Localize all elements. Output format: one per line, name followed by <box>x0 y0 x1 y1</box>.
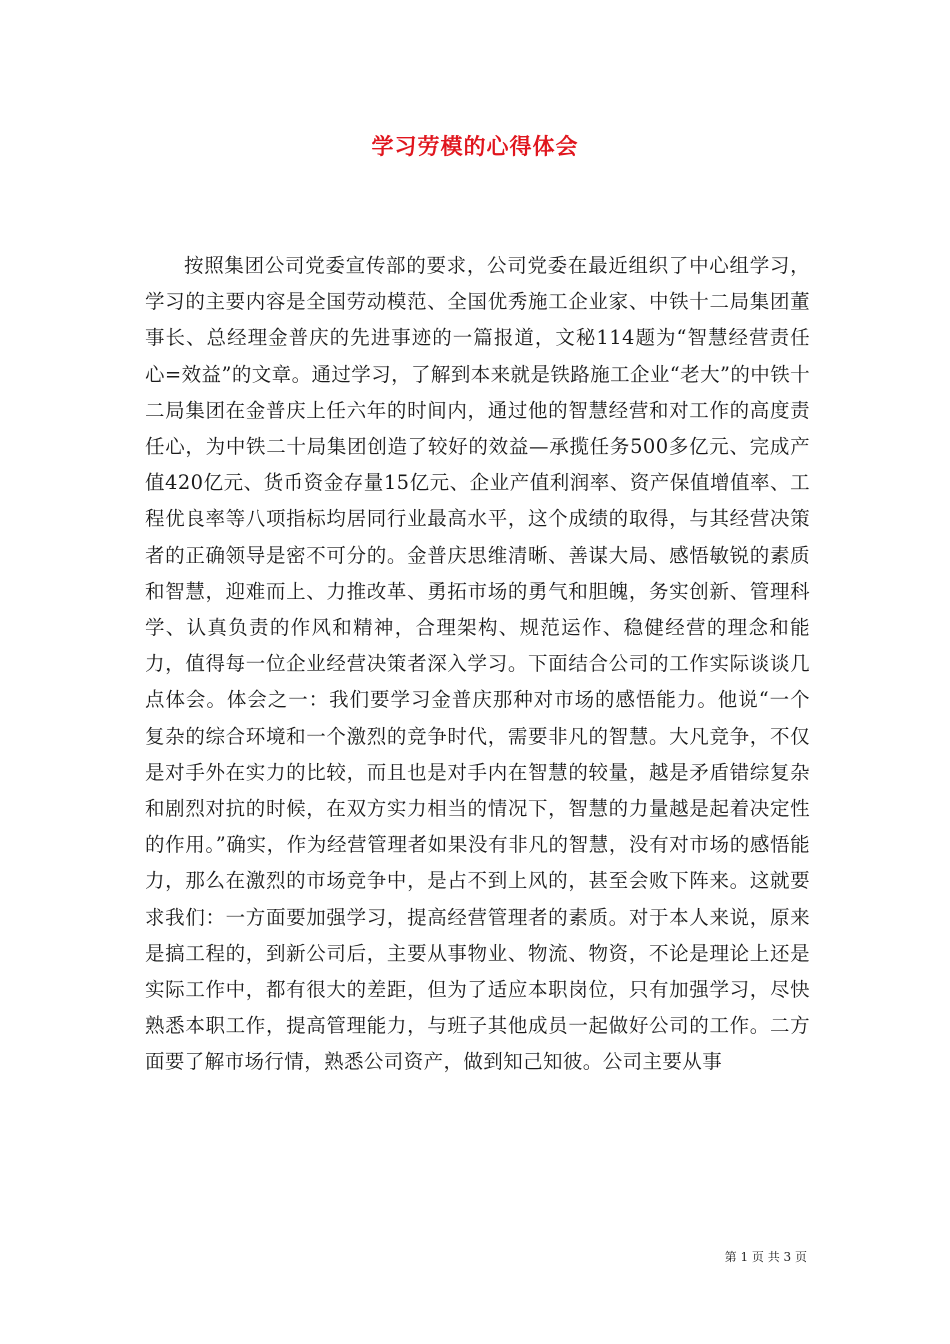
page-number: 第 1 页 共 3 页 <box>724 1250 807 1264</box>
body-paragraph: 按照集团公司党委宣传部的要求，公司党委在最近组织了中心组学习，学习的主要内容是全国劳动模范、全国优秀施工企业家、中铁十二局集团董事长、总经理金普庆的先进事迹的一篇报道，文秘114题为“智慧经营责任心=效益”的文章。通过学习，了解到本来就是铁路施工企业“老大”的中铁十二局集团在金普庆上任六年的时间内，通过他的智慧经营和对工作的高度责任心，为中铁二十局集团创造了较好的效益—承揽任务500多亿元、完成产值420亿元、货币资金存量15亿元、企业产值利润率、资产保值增值率、工程优良率等八项指标均居同行业最高水平，这个成绩的取得，与其经营决策者的正确领导是密不可分的。金普庆思维清晰、善谋大局、感悟敏锐的素质和智慧，迎难而上、力推改革、勇拓市场的勇气和胆魄，务实创新、管理科学、认真负责的作风和精神，合理架构、规范运作、稳健经营的理念和能力，值得每一位企业经营决策者深入学习。下面结合公司的工作实际谈谈几点体会。体会之一：我们要学习金普庆那种对市场的感悟能力。他说“一个复杂的综合环境和一个激烈的竞争时代，需要非凡的智慧。大凡竞争，不仅是对手外在实力的比较，而且也是对手内在智慧的较量，越是矛盾错综复杂和剧烈对抗的时候，在双方实力相当的情况下，智慧的力量越是起着决定性的作用。”确实，作为经营管理者如果没有非凡的智慧，没有对市场的感悟能力，那么在激烈的市场竞争中，是占不到上风的，甚至会败下阵来。这就要求我们：一方面要加强学习，提高经营管理者的素质。对于本人来说，原来是搞工程的，到新公司后，主要从事物业、物流、物资，不论是理论上还是实际工作中，都有很大的差距，但为了适应本职岗位，只有加强学习，尽快熟悉本职工作，提高管理能力，与班子其他成员一起做好公司的工作。二方面要了解市场行情，熟悉公司资产，做到知己知彼。公司主要从事 <box>145 254 810 1074</box>
page-title: 学习劳模的心得体会 <box>371 134 579 160</box>
